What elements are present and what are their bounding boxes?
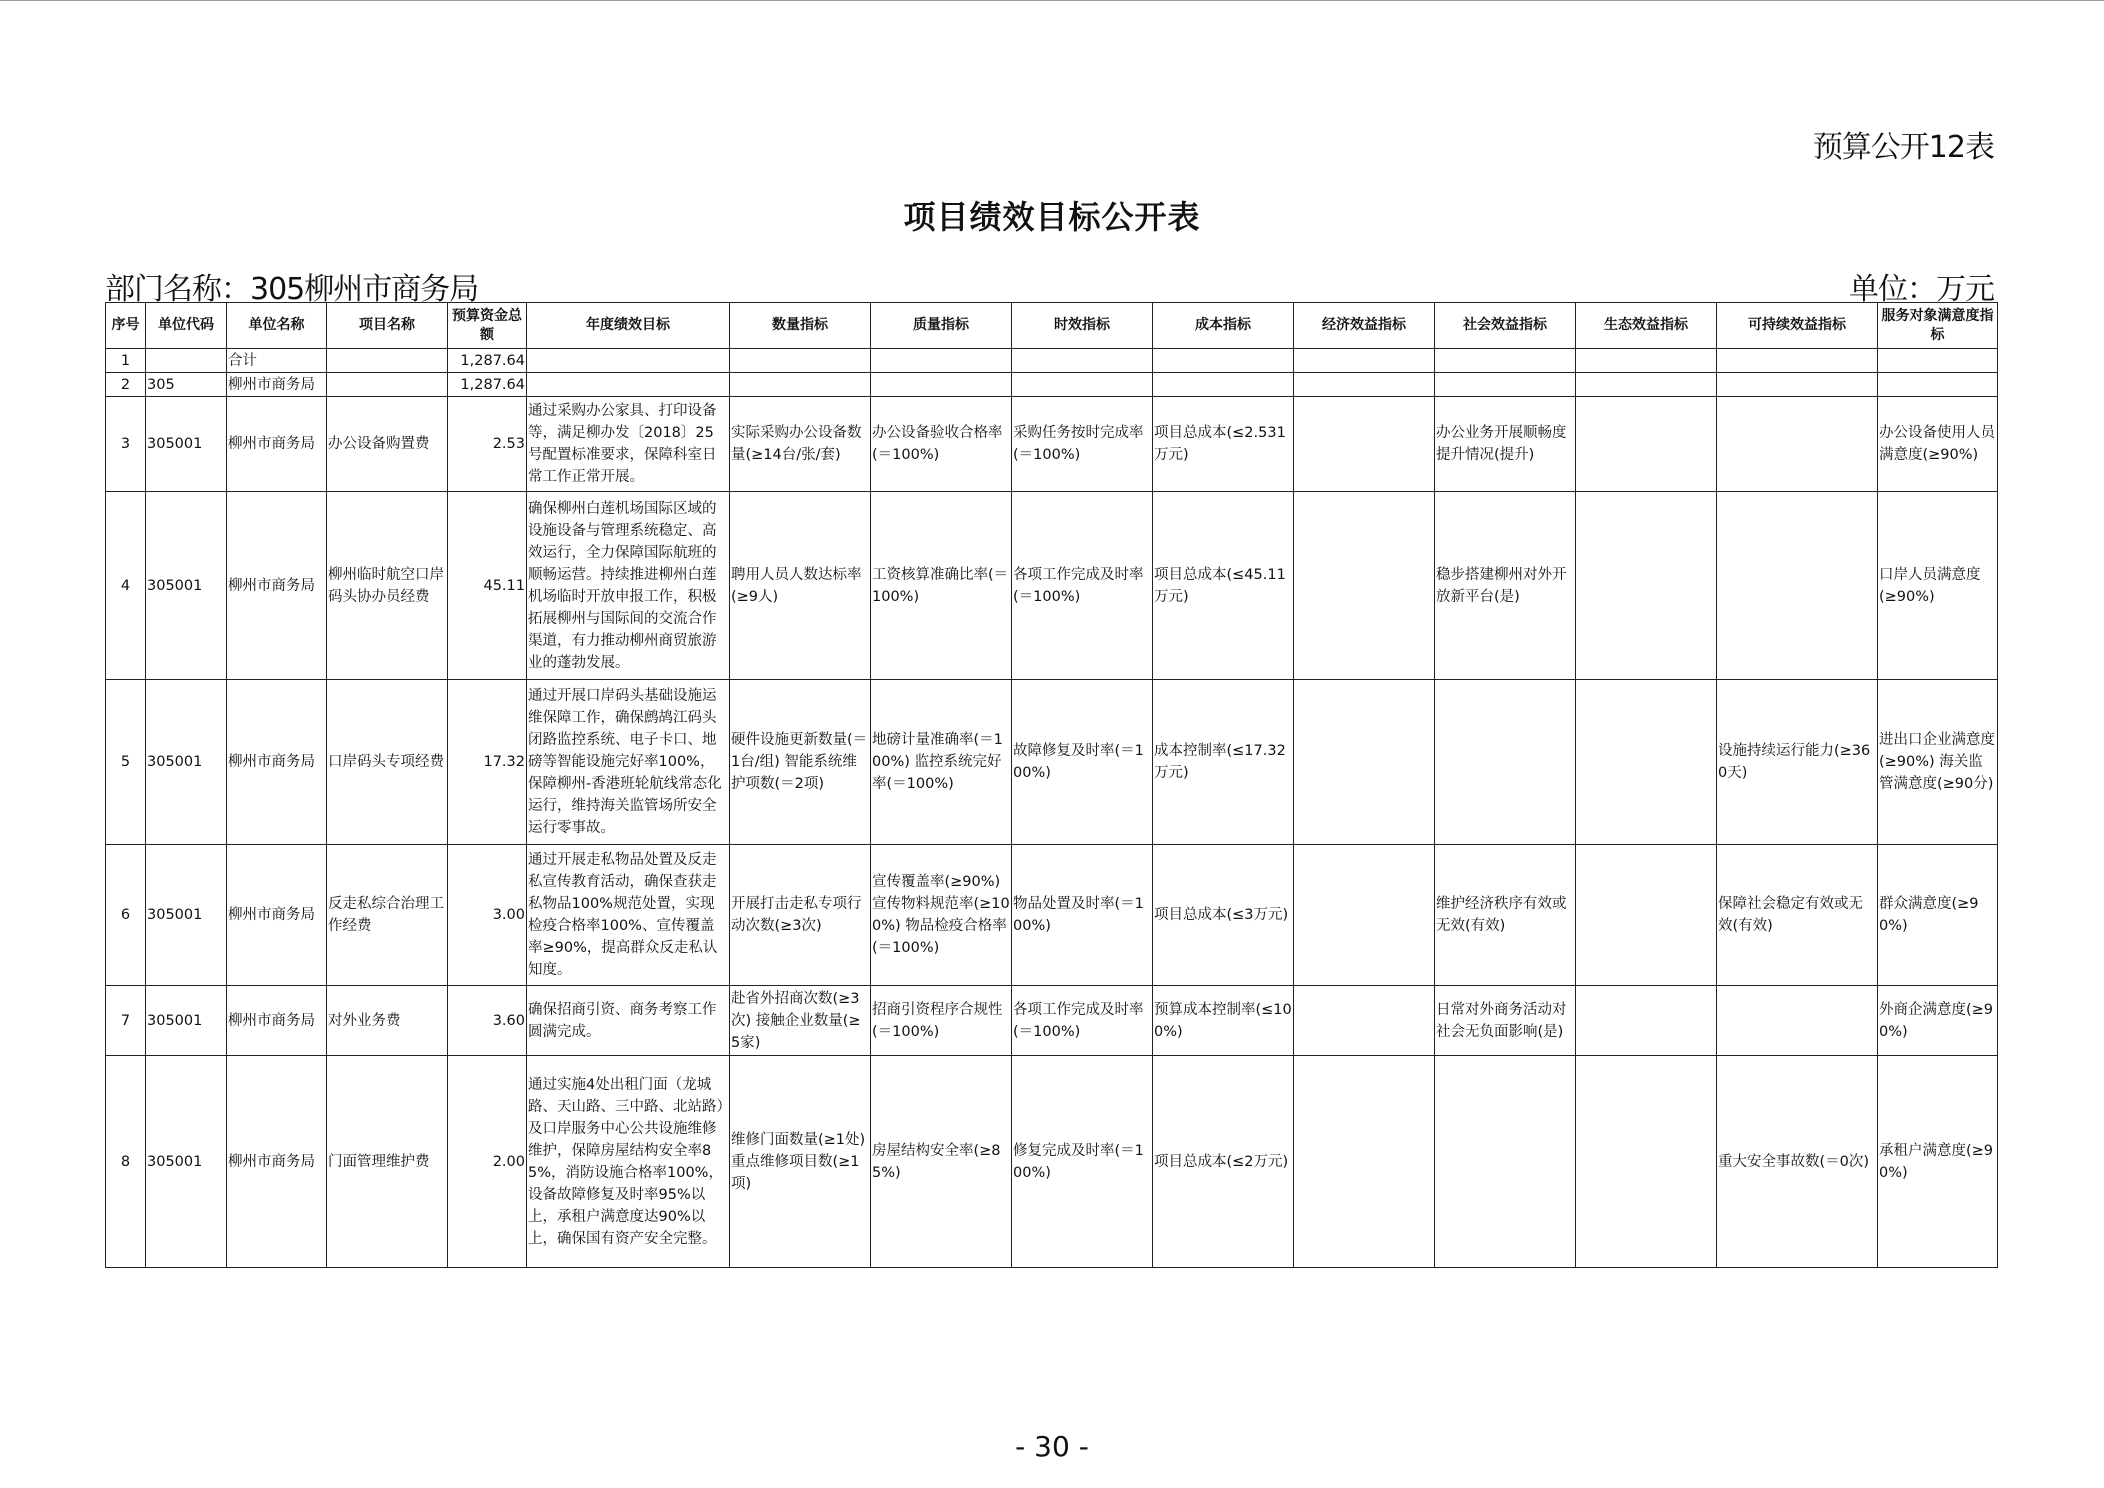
table-cell: 6 (106, 845, 146, 986)
column-header: 单位名称 (227, 303, 327, 349)
table-cell: 外商企满意度(≥90%) (1878, 986, 1998, 1056)
table-cell: 办公设备验收合格率(＝100%) (871, 397, 1012, 492)
table-row (106, 373, 1998, 397)
table-cell: 地磅计量准确率(＝100%) 监控系统完好率(＝100%) (871, 680, 1012, 845)
table-cell (1294, 492, 1435, 680)
table-cell: 1 (106, 349, 146, 373)
table-cell (1576, 373, 1717, 397)
table-cell: 项目总成本(≤45.11万元) (1153, 492, 1294, 680)
table-cell: 通过采购办公家具、打印设备等，满足柳办发〔2018〕25号配置标准要求，保障科室日常工作正常开展。 (527, 397, 730, 492)
column-header: 成本指标 (1153, 303, 1294, 349)
table-cell: 3.60 (448, 986, 527, 1056)
table-cell (871, 349, 1012, 373)
table-cell (1717, 492, 1878, 680)
table-cell (1435, 1056, 1576, 1268)
table-cell: 3.00 (448, 845, 527, 986)
table-cell: 柳州临时航空口岸码头协办员经费 (327, 492, 448, 680)
performance-table (105, 302, 1998, 1268)
table-cell: 柳州市商务局 (227, 680, 327, 845)
table-cell (1435, 349, 1576, 373)
table-cell: 305001 (146, 845, 227, 986)
table-row (106, 349, 1998, 373)
table-cell: 反走私综合治理工作经费 (327, 845, 448, 986)
table-cell (1294, 845, 1435, 986)
table-cell: 稳步搭建柳州对外开放新平台(是) (1435, 492, 1576, 680)
table-cell (527, 373, 730, 397)
table-cell: 口岸码头专项经费 (327, 680, 448, 845)
table-cell: 通过开展口岸码头基础设施运维保障工作，确保鹧鸪江码头闭路监控系统、电子卡口、地磅等智能设施完好率100%，保障柳州-香港班轮航线常态化运行，维持海关监管场所安全运行零事故。 (527, 680, 730, 845)
table-cell: 2.53 (448, 397, 527, 492)
table-header-row (106, 303, 1998, 349)
table-cell: 3 (106, 397, 146, 492)
table-cell: 1,287.64 (448, 349, 527, 373)
table-cell (1153, 373, 1294, 397)
table-cell: 成本控制率(≤17.32万元) (1153, 680, 1294, 845)
table-cell (730, 349, 871, 373)
table-cell: 项目总成本(≤3万元) (1153, 845, 1294, 986)
column-header: 年度绩效目标 (527, 303, 730, 349)
table-cell: 工资核算准确比率(＝100%) (871, 492, 1012, 680)
table-cell (1576, 1056, 1717, 1268)
page-title: 项目绩效目标公开表 (903, 198, 1201, 236)
table-cell: 柳州市商务局 (227, 845, 327, 986)
table-cell (1435, 373, 1576, 397)
table-cell (730, 373, 871, 397)
table-cell (1294, 680, 1435, 845)
column-header: 单位代码 (146, 303, 227, 349)
table-cell (1717, 349, 1878, 373)
table-cell: 群众满意度(≥90%) (1878, 845, 1998, 986)
table-cell (327, 349, 448, 373)
table-cell: 硬件设施更新数量(＝1台/组) 智能系统维护项数(＝2项) (730, 680, 871, 845)
table-cell: 通过开展走私物品处置及反走私宣传教育活动，确保查获走私物品100%规范处置，实现检疫合格率100%、宣传覆盖率≥90%，提高群众反走私认知度。 (527, 845, 730, 986)
table-cell (1576, 986, 1717, 1056)
table-cell: 项目总成本(≤2.531万元) (1153, 397, 1294, 492)
table-row (106, 680, 1998, 845)
table-cell: 柳州市商务局 (227, 373, 327, 397)
column-header: 序号 (106, 303, 146, 349)
table-cell (1294, 373, 1435, 397)
table-cell: 柳州市商务局 (227, 397, 327, 492)
table-cell: 各项工作完成及时率(＝100%) (1012, 492, 1153, 680)
table-cell (1576, 349, 1717, 373)
table-cell: 招商引资程序合规性(＝100%) (871, 986, 1012, 1056)
table-cell (1717, 373, 1878, 397)
table-cell: 赴省外招商次数(≥3次) 接触企业数量(≥5家) (730, 986, 871, 1056)
table-cell: 柳州市商务局 (227, 492, 327, 680)
column-header: 质量指标 (871, 303, 1012, 349)
table-cell: 开展打击走私专项行动次数(≥3次) (730, 845, 871, 986)
column-header: 生态效益指标 (1576, 303, 1717, 349)
table-cell: 口岸人员满意度(≥90%) (1878, 492, 1998, 680)
table-cell (1012, 373, 1153, 397)
table-cell: 聘用人员人数达标率(≥9人) (730, 492, 871, 680)
table-cell (527, 349, 730, 373)
table-cell: 办公设备购置费 (327, 397, 448, 492)
column-header: 数量指标 (730, 303, 871, 349)
table-cell (327, 373, 448, 397)
table-cell: 设施持续运行能力(≥360天) (1717, 680, 1878, 845)
table-cell (871, 373, 1012, 397)
table-cell: 门面管理维护费 (327, 1056, 448, 1268)
table-cell (1294, 1056, 1435, 1268)
table-cell (1576, 680, 1717, 845)
table-cell: 故障修复及时率(＝100%) (1012, 680, 1153, 845)
unit-label: 单位：万元 (1849, 272, 1994, 307)
table-cell: 1,287.64 (448, 373, 527, 397)
table-cell: 2.00 (448, 1056, 527, 1268)
table-cell: 项目总成本(≤2万元) (1153, 1056, 1294, 1268)
table-cell (1576, 397, 1717, 492)
table-cell: 柳州市商务局 (227, 1056, 327, 1268)
table-cell (1012, 349, 1153, 373)
table-cell: 房屋结构安全率(≥85%) (871, 1056, 1012, 1268)
table-cell: 7 (106, 986, 146, 1056)
table-cell: 进出口企业满意度(≥90%) 海关监管满意度(≥90分) (1878, 680, 1998, 845)
table-row (106, 1056, 1998, 1268)
table-cell: 305001 (146, 680, 227, 845)
top-border-line (0, 0, 2104, 1)
table-cell: 保障社会稳定有效或无效(有效) (1717, 845, 1878, 986)
table-cell (1576, 845, 1717, 986)
column-header: 预算资金总额 (448, 303, 527, 349)
table-cell: 45.11 (448, 492, 527, 680)
table-cell: 合计 (227, 349, 327, 373)
table-row (106, 397, 1998, 492)
table-cell (1294, 397, 1435, 492)
table-cell: 办公业务开展顺畅度提升情况(提升) (1435, 397, 1576, 492)
table-cell: 305001 (146, 986, 227, 1056)
table-cell: 各项工作完成及时率(＝100%) (1012, 986, 1153, 1056)
table-cell: 办公设备使用人员满意度(≥90%) (1878, 397, 1998, 492)
table-row (106, 986, 1998, 1056)
table-cell (1435, 680, 1576, 845)
table-cell: 2 (106, 373, 146, 397)
column-header: 经济效益指标 (1294, 303, 1435, 349)
table-cell: 承租户满意度(≥90%) (1878, 1056, 1998, 1268)
table-cell: 305001 (146, 492, 227, 680)
department-label: 部门名称：305柳州市商务局 (105, 272, 479, 307)
table-cell: 对外业务费 (327, 986, 448, 1056)
table-cell: 确保招商引资、商务考察工作圆满完成。 (527, 986, 730, 1056)
table-cell (146, 349, 227, 373)
table-cell: 修复完成及时率(＝100%) (1012, 1056, 1153, 1268)
table-cell: 物品处置及时率(＝100%) (1012, 845, 1153, 986)
column-header: 服务对象满意度指标 (1878, 303, 1998, 349)
table-cell (1878, 349, 1998, 373)
column-header: 可持续效益指标 (1717, 303, 1878, 349)
table-cell: 重大安全事故数(＝0次) (1717, 1056, 1878, 1268)
column-header: 时效指标 (1012, 303, 1153, 349)
table-cell: 17.32 (448, 680, 527, 845)
table-cell: 宣传覆盖率(≥90%) 宣传物料规范率(≥100%) 物品检疫合格率(＝100%) (871, 845, 1012, 986)
table-cell: 确保柳州白莲机场国际区域的设施设备与管理系统稳定、高效运行，全力保障国际航班的顺畅运营。持续推进柳州白莲机场临时开放申报工作，积极拓展柳州与国际间的交流合作渠道，有力推动柳州商贸旅游业的蓬勃发展。 (527, 492, 730, 680)
table-cell: 305001 (146, 1056, 227, 1268)
table-row (106, 492, 1998, 680)
table-cell: 实际采购办公设备数量(≥14台/张/套) (730, 397, 871, 492)
table-cell: 维护经济秩序有效或无效(有效) (1435, 845, 1576, 986)
column-header: 项目名称 (327, 303, 448, 349)
page-number: - 30 - (1015, 1430, 1089, 1463)
table-cell: 5 (106, 680, 146, 845)
table-cell (1878, 373, 1998, 397)
table-cell: 8 (106, 1056, 146, 1268)
table-cell: 维修门面数量(≥1处) 重点维修项目数(≥1项) (730, 1056, 871, 1268)
table-cell: 采购任务按时完成率(＝100%) (1012, 397, 1153, 492)
table-cell (1153, 349, 1294, 373)
table-row (106, 845, 1998, 986)
table-cell (1294, 349, 1435, 373)
table-cell: 305001 (146, 397, 227, 492)
table-cell: 柳州市商务局 (227, 986, 327, 1056)
table-cell: 通过实施4处出租门面（龙城路、天山路、三中路、北站路）及口岸服务中心公共设施维修维护，保障房屋结构安全率85%，消防设施合格率100%，设备故障修复及时率95%以上，承租户满意度达90%以上，确保国有资产安全完整。 (527, 1056, 730, 1268)
table-cell (1576, 492, 1717, 680)
table-cell: 305 (146, 373, 227, 397)
table-cell: 预算成本控制率(≤100%) (1153, 986, 1294, 1056)
table-cell: 4 (106, 492, 146, 680)
table-cell (1717, 986, 1878, 1056)
table-cell (1717, 397, 1878, 492)
table-cell: 日常对外商务活动对社会无负面影响(是) (1435, 986, 1576, 1056)
column-header: 社会效益指标 (1435, 303, 1576, 349)
table-cell (1294, 986, 1435, 1056)
form-number: 预算公开12表 (1812, 130, 1994, 165)
